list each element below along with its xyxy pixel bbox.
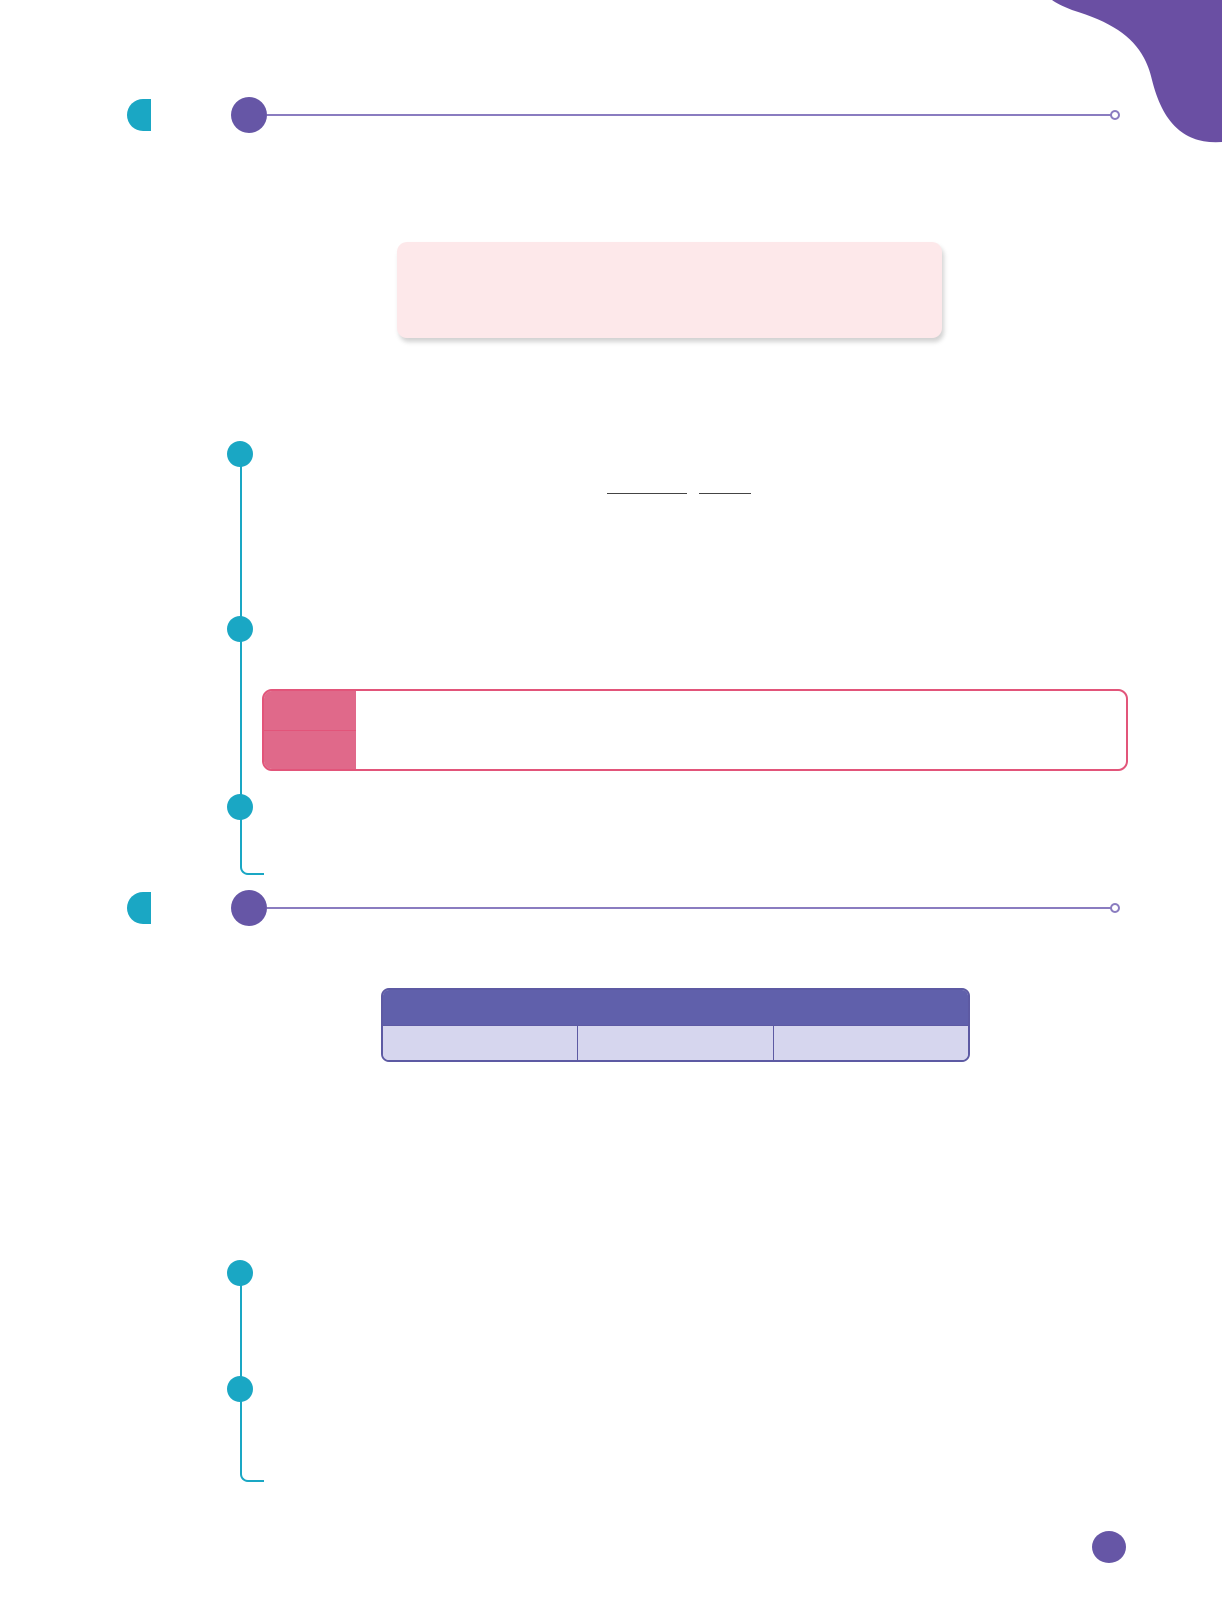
fraction-2 — [699, 493, 751, 494]
header-cell — [383, 1026, 577, 1060]
step-2-badge — [227, 1376, 253, 1402]
height-frequency-table — [381, 988, 970, 1062]
example-5-header — [127, 97, 1122, 133]
header-rule-end-dot — [1110, 903, 1120, 913]
header-cell — [577, 1026, 772, 1060]
data-row — [264, 731, 356, 771]
example-label — [127, 892, 151, 924]
position-header — [264, 691, 356, 730]
example-label — [127, 99, 151, 131]
step-1-badge — [227, 1260, 253, 1286]
fraction-1 — [607, 493, 687, 494]
step-3-badge — [227, 794, 253, 820]
example-number — [231, 97, 267, 133]
fraction-2-num — [699, 493, 751, 494]
header-rule — [267, 907, 1112, 909]
page-number — [1092, 1531, 1126, 1563]
position-data-table — [262, 689, 1128, 771]
fraction-1-num — [607, 493, 687, 494]
header-cell — [773, 1026, 968, 1060]
table-header-row — [383, 1025, 968, 1060]
example-6-header — [127, 890, 1122, 926]
header-rule — [267, 114, 1112, 116]
step-1-badge — [227, 441, 253, 467]
data-box — [397, 242, 942, 338]
position-row — [264, 691, 356, 731]
header-rule-end-dot — [1110, 110, 1120, 120]
table-title — [383, 990, 968, 1025]
data-header — [264, 731, 356, 771]
step-2-badge — [227, 616, 253, 642]
example-number — [231, 890, 267, 926]
